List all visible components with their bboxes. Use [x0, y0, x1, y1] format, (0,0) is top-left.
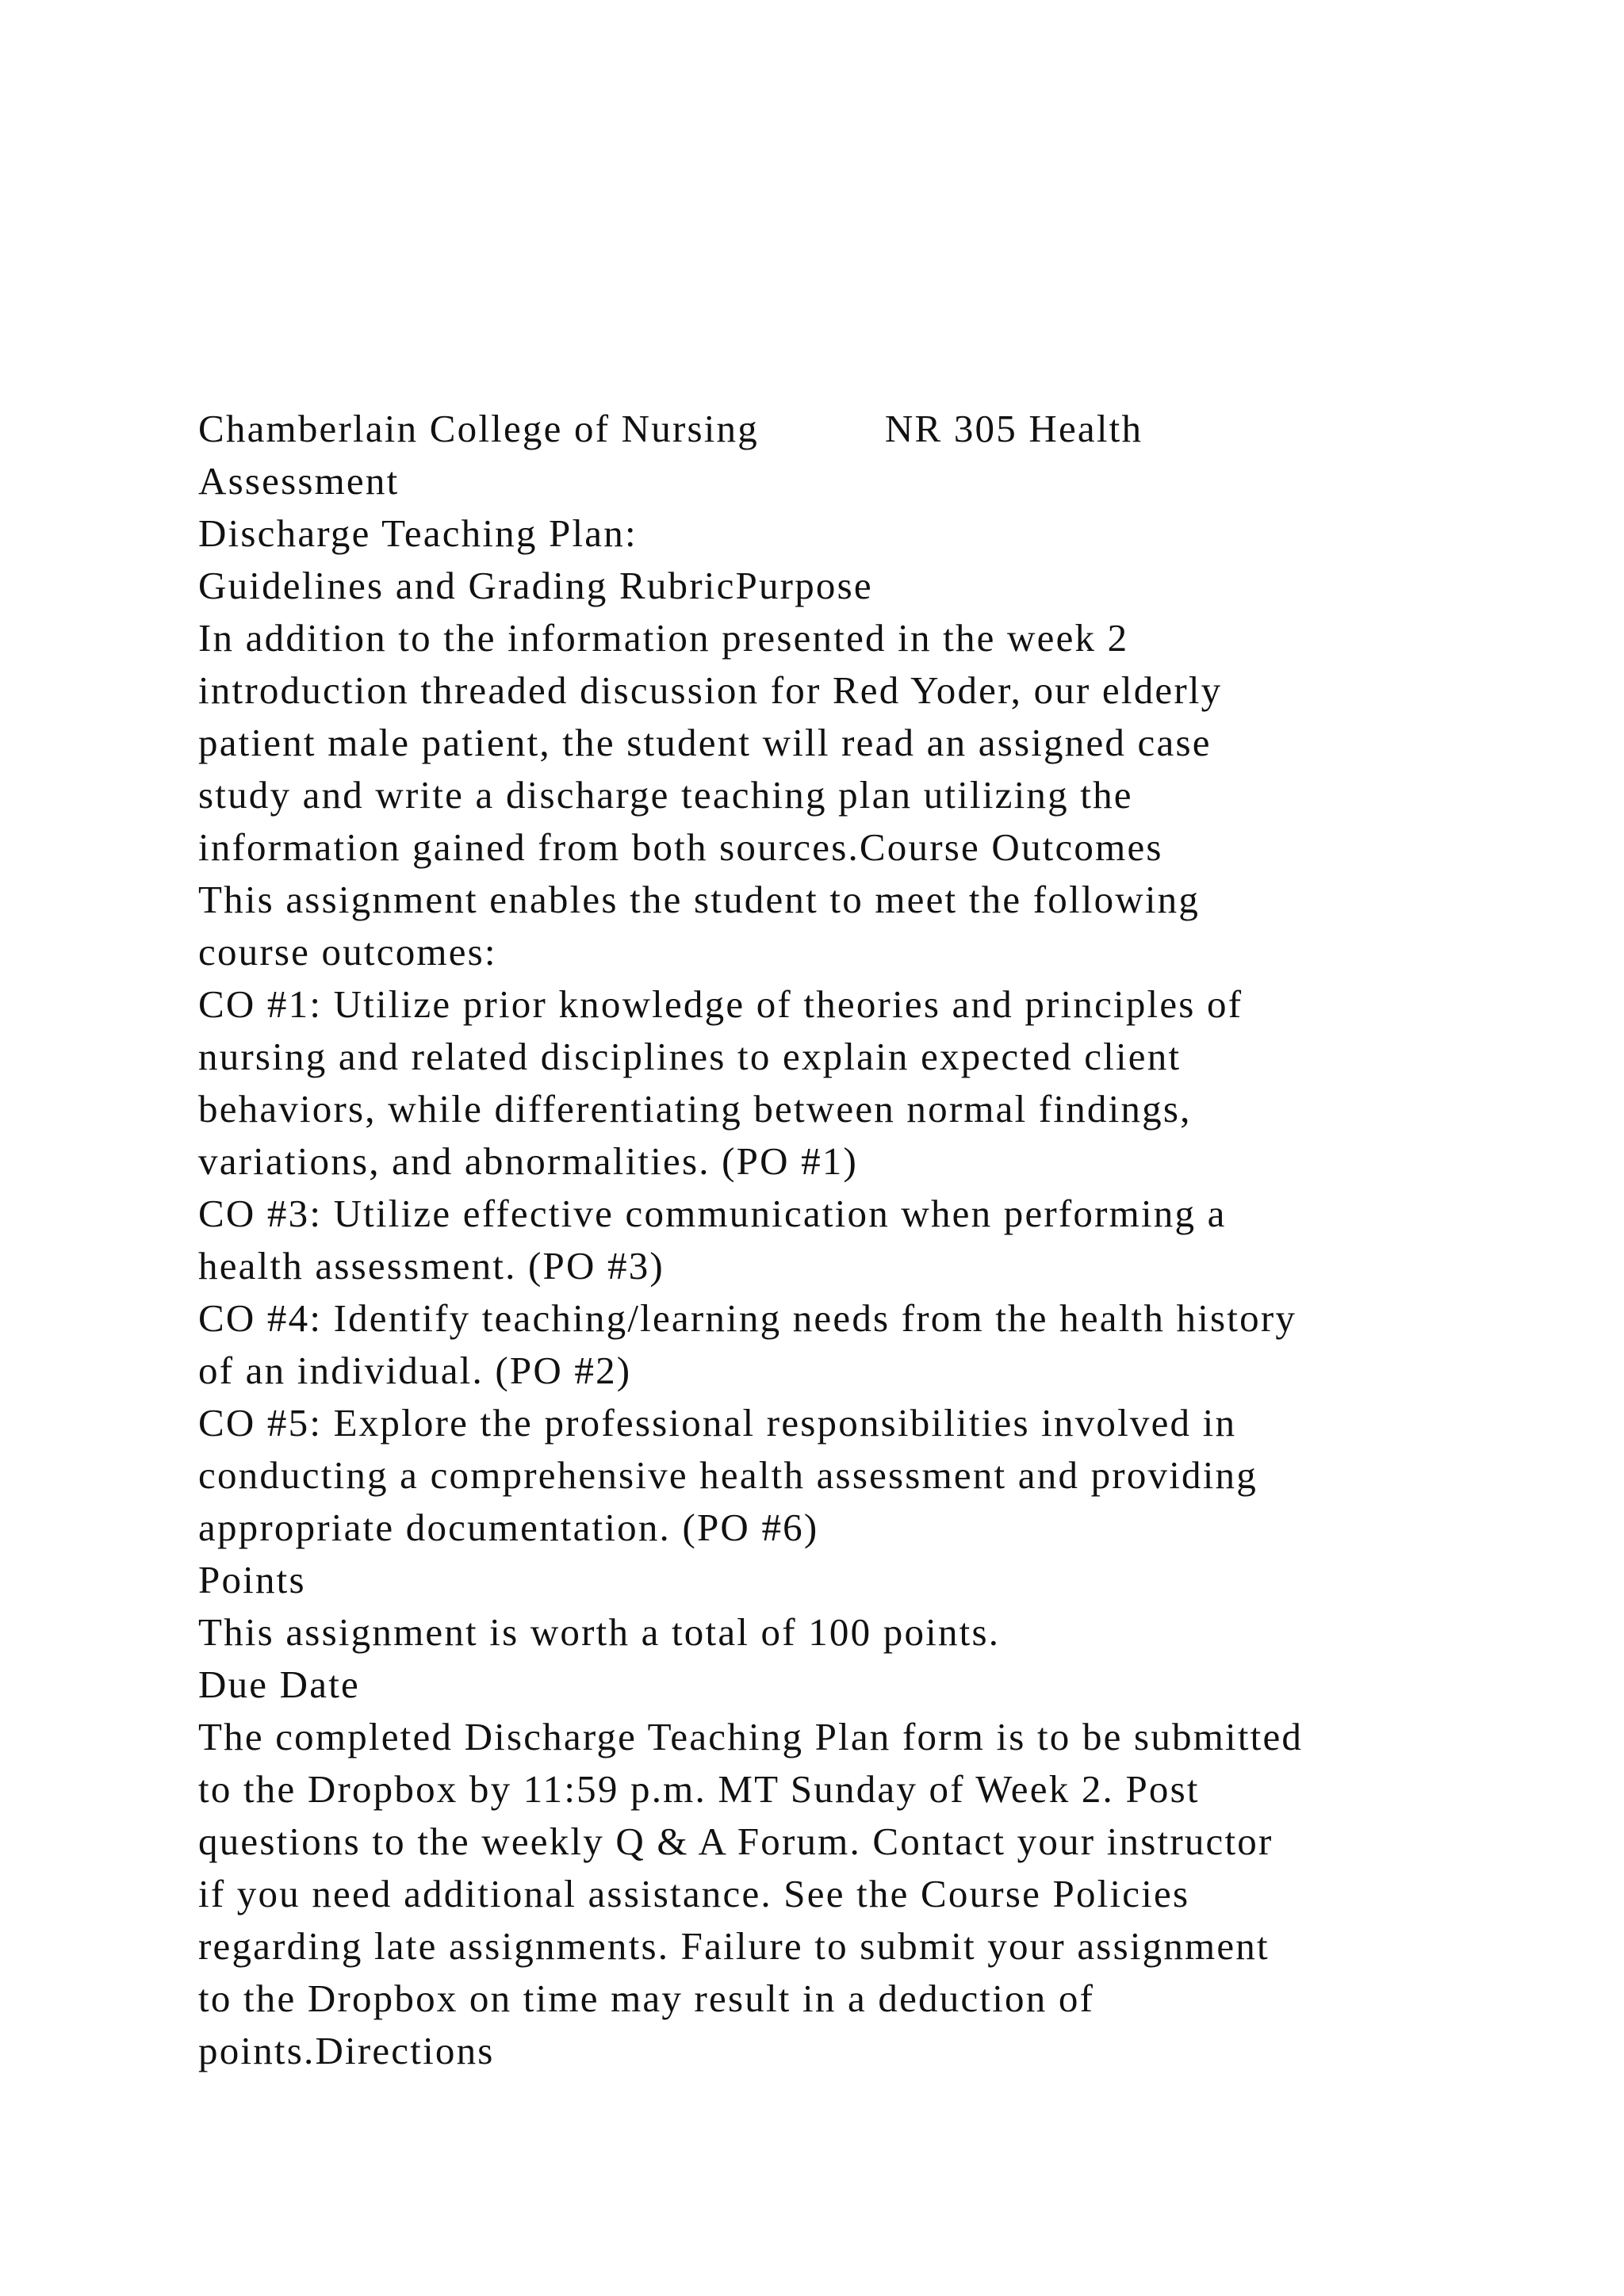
course-outcome-line: of an individual. (PO #2) — [198, 1349, 632, 1392]
purpose-text-line: patient male patient, the student will read an assigned case — [198, 721, 1212, 764]
purpose-text-line: introduction threaded discussion for Red Yoder, our elderly — [198, 668, 1223, 712]
course-outcome-line: appropriate documentation. (PO #6) — [198, 1506, 819, 1549]
due-date-text-line: to the Dropbox on time may result in a deduction of — [198, 1976, 1095, 2020]
header-line: Chamberlain College of Nursing NR 305 Health — [198, 407, 1143, 450]
course-outcome-line: behaviors, while differentiating between normal findings, — [198, 1087, 1192, 1131]
course-outcome-line: nursing and related disciplines to explain expected client — [198, 1035, 1182, 1078]
document-subtitle: Guidelines and Grading RubricPurpose — [198, 564, 873, 607]
header-line-continued: Assessment — [198, 459, 400, 503]
outcomes-text-line: course outcomes: — [198, 930, 497, 974]
points-text-line: This assignment is worth a total of 100 points. — [198, 1610, 1001, 1654]
due-date-text-line: questions to the weekly Q & A Forum. Contact your instructor — [198, 1820, 1274, 1863]
course-outcome-line: conducting a comprehensive health assessment and providing — [198, 1453, 1258, 1497]
course-outcome-line: variations, and abnormalities. (PO #1) — [198, 1139, 859, 1183]
purpose-text-line: study and write a discharge teaching plan utilizing the — [198, 773, 1133, 817]
purpose-text-line: information gained from both sources.Course Outcomes — [198, 825, 1163, 869]
course-outcome-line: health assessment. (PO #3) — [198, 1244, 665, 1288]
course-outcome-line: CO #1: Utilize prior knowledge of theories and principles of — [198, 982, 1243, 1026]
due-date-text-line: if you need additional assistance. See the Course Policies — [198, 1872, 1190, 1915]
due-date-text-line: points.Directions — [198, 2029, 495, 2072]
points-heading: Points — [198, 1558, 306, 1601]
purpose-text-line: In addition to the information presented in the week 2 — [198, 616, 1129, 660]
course-outcome-line: CO #3: Utilize effective communication when performing a — [198, 1192, 1227, 1235]
due-date-heading: Due Date — [198, 1663, 360, 1706]
course-outcome-line: CO #5: Explore the professional responsibilities involved in — [198, 1401, 1237, 1445]
document-body — [198, 403, 1546, 2077]
due-date-text-line: The completed Discharge Teaching Plan form is to be submitted — [198, 1715, 1304, 1758]
course-outcome-line: CO #4: Identify teaching/learning needs from the health history — [198, 1296, 1297, 1340]
document-title: Discharge Teaching Plan: — [198, 511, 638, 555]
due-date-text-line: regarding late assignments. Failure to submit your assignment — [198, 1924, 1270, 1968]
due-date-text-line: to the Dropbox by 11:59 p.m. MT Sunday of Week 2. Post — [198, 1767, 1200, 1811]
outcomes-text-line: This assignment enables the student to meet the following — [198, 878, 1201, 921]
